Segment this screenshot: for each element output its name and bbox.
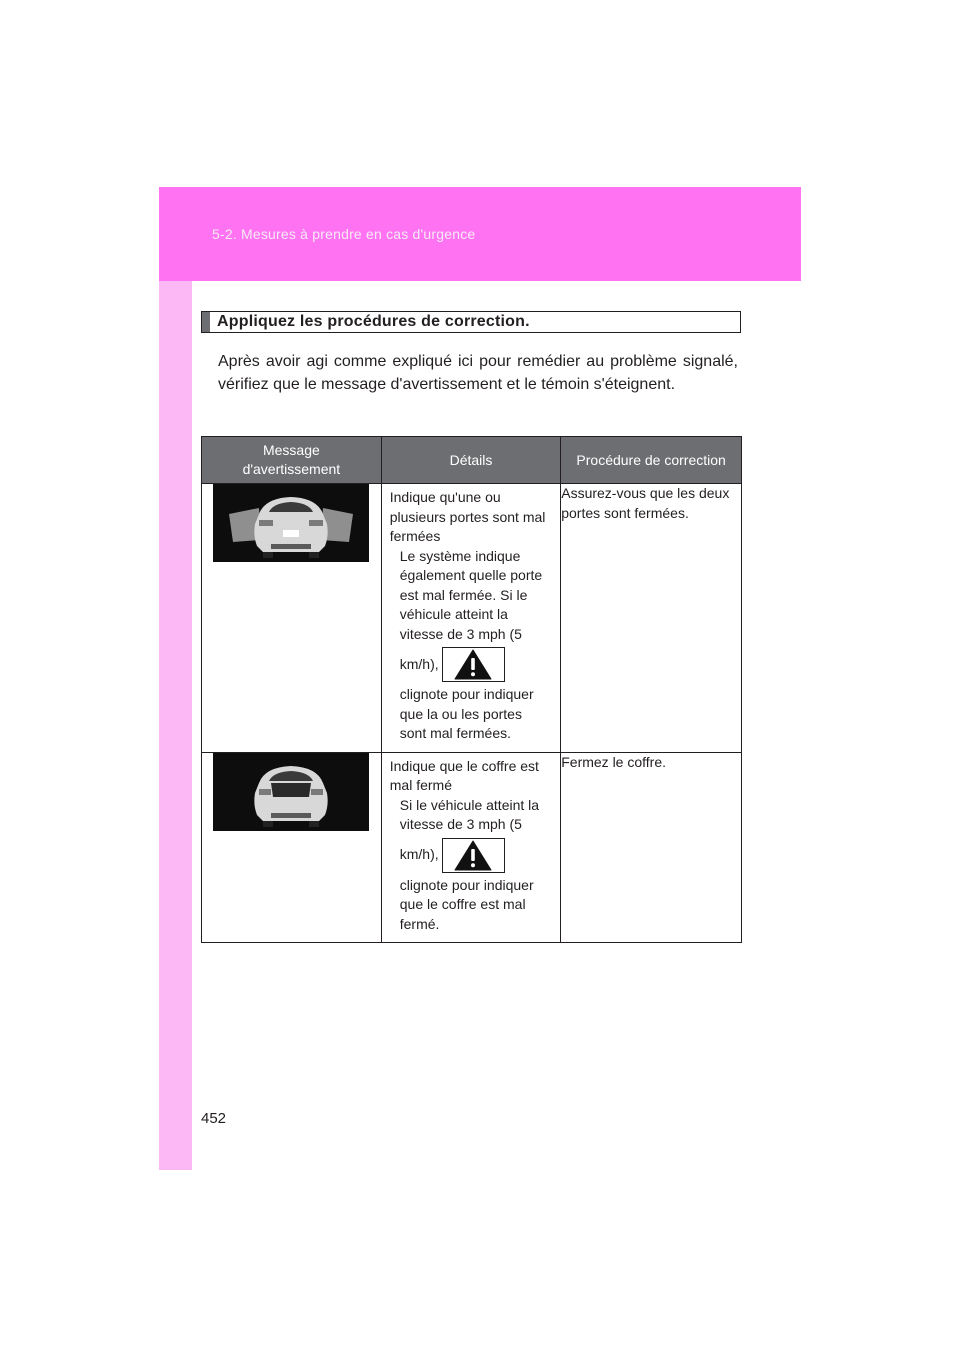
- side-band: [159, 187, 192, 1170]
- detail-main-text: Indique qu'une ou plusieurs portes sont mal fermées: [389, 489, 546, 544]
- message-image-cell: [202, 484, 382, 753]
- col-header-correction: Procédure de correction: [561, 437, 742, 484]
- detail-kmh-row: [390, 647, 552, 682]
- warning-table: [201, 436, 742, 943]
- table-header-row: [202, 437, 742, 484]
- car-trunk-open-image: [213, 753, 369, 831]
- heading-tab: [202, 312, 210, 332]
- detail-kmh-row: [390, 838, 552, 873]
- message-image-cell: [202, 752, 382, 943]
- details-cell: [381, 484, 560, 753]
- detail-sub-text: Si le véhicule atteint la vitesse de 3 mph (5: [399, 796, 540, 832]
- detail-kmh-text: km/h),: [399, 846, 439, 863]
- col-header-message-text: Message d'avertissement: [242, 442, 341, 477]
- col-header-message: [202, 437, 382, 484]
- warning-triangle-icon: [454, 840, 492, 871]
- section-breadcrumb: 5-2. Mesures à prendre en cas d'urgence: [212, 226, 476, 242]
- detail-kmh-text: km/h),: [399, 655, 439, 672]
- intro-paragraph: Après avoir agi comme expliqué ici pour remédier au problème signalé, vérifiez que le message d'avertissement et le témoin s'éteignent.: [218, 353, 738, 393]
- detail-sub-text-2: clignote pour indiquer que le coffre est mal fermé.: [399, 876, 534, 932]
- heading-text: Appliquez les procédures de correction.: [217, 313, 530, 330]
- car-rear-doors-open-image: [213, 484, 369, 562]
- warning-indicator-box: [442, 647, 505, 682]
- detail-main-text: Indique que le coffre est mal fermé: [389, 757, 539, 793]
- warning-indicator-box: [442, 838, 505, 873]
- table-row: [202, 752, 742, 943]
- correction-cell: Assurez-vous que les deux portes sont fermées.: [561, 484, 742, 753]
- col-header-details: Détails: [381, 437, 560, 484]
- page-number: 452: [201, 1110, 227, 1127]
- detail-sub-text: Le système indique également quelle porte est mal fermée. Si le véhicule atteint la vitesse de 3 mph (5: [399, 547, 543, 642]
- details-cell: [381, 752, 560, 943]
- warning-triangle-icon: [454, 649, 492, 680]
- section-heading: [201, 311, 741, 333]
- correction-cell: Fermez le coffre.: [561, 752, 742, 943]
- detail-sub-text-2: clignote pour indiquer que la ou les portes sont mal fermées.: [399, 686, 534, 741]
- table-row: [202, 484, 742, 753]
